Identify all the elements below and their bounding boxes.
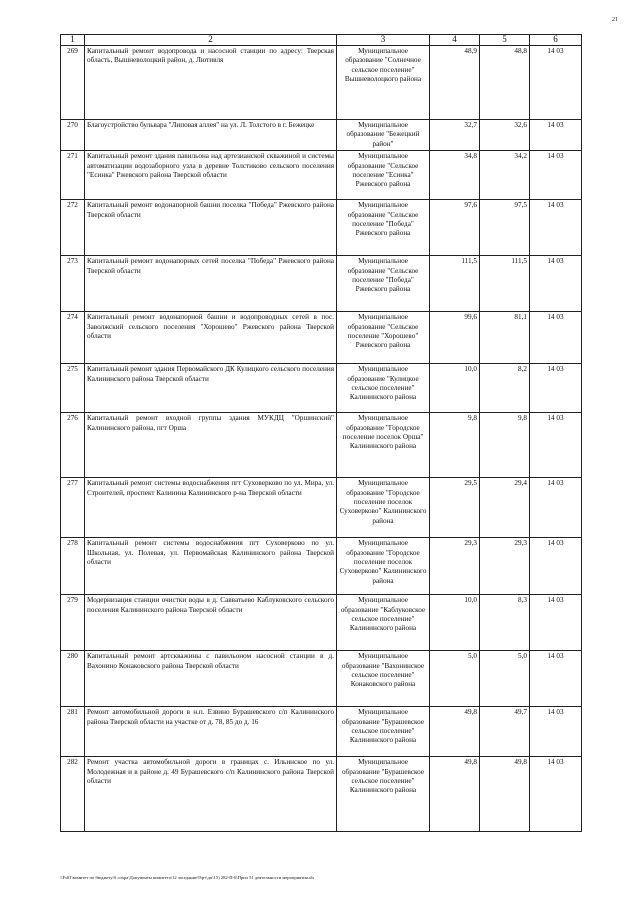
table-row xyxy=(61,120,582,151)
budget-code: 14 03 xyxy=(530,364,582,413)
amount-1: 10,0 xyxy=(430,595,480,651)
amount-2: 49,7 xyxy=(480,707,530,757)
column-header-5: 5 xyxy=(480,35,530,46)
work-description: Капитальный ремонт здания павильона над артезианской скважиной и системы автоматизации водозаборного узла в деревне Толстиково сельского поселения "Есинка" Ржевского района Тверской области xyxy=(85,151,337,200)
municipality: Муниципальное образование "Бежецкий район" xyxy=(337,120,430,151)
amount-1: 48,9 xyxy=(430,46,480,120)
table-row xyxy=(61,478,582,538)
amount-1: 10,0 xyxy=(430,364,480,413)
budget-code: 14 03 xyxy=(530,595,582,651)
municipality: Муниципальное образование "Кулицкое сельское поселение" Калининского района xyxy=(337,364,430,413)
table-row xyxy=(61,256,582,312)
amount-1: 49,8 xyxy=(430,707,480,757)
work-description: Капитальный ремонт артскважины с павильоном насосной станции в д. Вахонино Конаковского района Тверской области xyxy=(85,651,337,707)
amount-2: 81,1 xyxy=(480,312,530,364)
work-description: Капитальный ремонт системы водоснабжения пгт Суховерково по ул. Школьная, ул. Полевая, ул. Первомайская Калининского района Тверской области xyxy=(85,538,337,595)
row-number: 279 xyxy=(61,595,85,651)
row-number: 278 xyxy=(61,538,85,595)
municipality: Муниципальное образование "Сельское поселение "Хорошево" Ржевского района xyxy=(337,312,430,364)
budget-code: 14 03 xyxy=(530,478,582,538)
municipality: Муниципальное образование "Бурашевское сельское поселение" Калининского района xyxy=(337,707,430,757)
budget-code: 14 03 xyxy=(530,46,582,120)
table-row xyxy=(61,312,582,364)
table-body xyxy=(61,46,582,832)
table-row xyxy=(61,651,582,707)
row-number: 271 xyxy=(61,151,85,200)
table-row xyxy=(61,200,582,256)
amount-2: 97,5 xyxy=(480,200,530,256)
budget-code: 14 03 xyxy=(530,651,582,707)
row-number: 275 xyxy=(61,364,85,413)
municipality: Муниципальное образование "Сельское поселение "Победа" Ржевского района xyxy=(337,200,430,256)
amount-1: 49,8 xyxy=(430,757,480,832)
work-description: Капитальный ремонт системы водоснабжения пгт Суховерково по ул. Мира, ул. Строителей, проспект Калинина Калининского р-на Тверской области xyxy=(85,478,337,538)
amount-1: 99,6 xyxy=(430,312,480,364)
municipality: Муниципальное образование "Сельское поселение "Победа" Ржевского района xyxy=(337,256,430,312)
row-number: 282 xyxy=(61,757,85,832)
amount-1: 5,0 xyxy=(430,651,480,707)
amount-2: 48,8 xyxy=(480,46,530,120)
amount-2: 29,4 xyxy=(480,478,530,538)
work-description: Капитальный ремонт водонапорной башни и водопроводных сетей в пос. Заволжский сельского поселения "Хорошево" Ржевского района Тверской области xyxy=(85,312,337,364)
row-number: 274 xyxy=(61,312,85,364)
budget-code: 14 03 xyxy=(530,120,582,151)
page-number: 21 xyxy=(612,17,618,23)
budget-code: 14 03 xyxy=(530,200,582,256)
amount-1: 29,3 xyxy=(430,538,480,595)
row-number: 280 xyxy=(61,651,85,707)
work-description: Капитальный ремонт водонапорной башни поселка "Победа" Ржевского района Тверской области xyxy=(85,200,337,256)
amount-2: 111,5 xyxy=(480,256,530,312)
budget-code: 14 03 xyxy=(530,757,582,832)
amount-2: 9,8 xyxy=(480,413,530,478)
work-description: Капитальный ремонт входной группы здания МУКДЦ "Оршинский" Калининского района, пгт Орша xyxy=(85,413,337,478)
amount-2: 49,8 xyxy=(480,757,530,832)
budget-code: 14 03 xyxy=(530,413,582,478)
budget-code: 14 03 xyxy=(530,256,582,312)
municipality: Муниципальное образование "Вахонинское сельское поселение" Конаковского района xyxy=(337,651,430,707)
amount-2: 32,6 xyxy=(480,120,530,151)
amount-1: 97,6 xyxy=(430,200,480,256)
row-number: 272 xyxy=(61,200,85,256)
table-row xyxy=(61,707,582,757)
table-row xyxy=(61,413,582,478)
budget-code: 14 03 xyxy=(530,151,582,200)
row-number: 269 xyxy=(61,46,85,120)
work-description: Ремонт автомобильной дороги в н.п. Езвино Бурашевского с/п Калининского района Тверской области на участке от д. 78, 85 до д. 16 xyxy=(85,707,337,757)
row-number: 276 xyxy=(61,413,85,478)
municipality: Муниципальное образование "Бурашевское сельское поселение" Калининского района xyxy=(337,757,430,832)
amount-1: 34,8 xyxy=(430,151,480,200)
budget-code: 14 03 xyxy=(530,707,582,757)
table-row xyxy=(61,46,582,120)
work-description: Модернизация станции очистки воды в д. Савватьево Каблуковского сельского поселения Калининского района Тверской области xyxy=(85,595,337,651)
row-number: 281 xyxy=(61,707,85,757)
amount-1: 111,5 xyxy=(430,256,480,312)
work-description: Капитальный ремонт здания Первомайского ДК Кулицкого сельского поселения Калининского района Тверской области xyxy=(85,364,337,413)
row-number: 270 xyxy=(61,120,85,151)
column-header-4: 4 xyxy=(430,35,480,46)
municipality: Муниципальное образование "Городское поселение поселок Орша" Калининского района xyxy=(337,413,430,478)
municipality: Муниципальное образование "Городское поселение поселок Суховерково" Калининского района xyxy=(337,478,430,538)
table-row xyxy=(61,595,582,651)
column-header-2: 2 xyxy=(85,35,337,46)
column-header-3: 3 xyxy=(337,35,430,46)
file-path-footer: \\Fs01\комитет по бюджету\б сохра\Документы комитета\12 заседание\9\рт\дп\15) 282-П-6\Прил 51 деятельности мероприятия.xls xyxy=(60,875,315,880)
amount-1: 29,5 xyxy=(430,478,480,538)
appropriations-table xyxy=(60,34,582,832)
work-description: Благоустройство бульвара "Липовая аллея" на ул. Л. Толстого в г. Бежецке xyxy=(85,120,337,151)
municipality: Муниципальное образование "Сельское поселение "Есинка" Ржевского района xyxy=(337,151,430,200)
row-number: 273 xyxy=(61,256,85,312)
amount-2: 34,2 xyxy=(480,151,530,200)
amount-2: 29,3 xyxy=(480,538,530,595)
table-row xyxy=(61,151,582,200)
amount-2: 8,2 xyxy=(480,364,530,413)
row-number: 277 xyxy=(61,478,85,538)
amount-2: 5,0 xyxy=(480,651,530,707)
municipality: Муниципальное образование "Городское поселение поселок Суховерково" Калининского района xyxy=(337,538,430,595)
work-description: Ремонт участка автомобильной дороги в границах с. Ильинское по ул. Молодежная и в районе д. 49 Бурашевского с/п Калининского района Тверской области xyxy=(85,757,337,832)
amount-1: 9,8 xyxy=(430,413,480,478)
amount-2: 8,3 xyxy=(480,595,530,651)
work-description: Капитальный ремонт водонапорных сетей поселка "Победа" Ржевского района Тверской области xyxy=(85,256,337,312)
budget-code: 14 03 xyxy=(530,538,582,595)
budget-code: 14 03 xyxy=(530,312,582,364)
table-row xyxy=(61,757,582,832)
column-header-6: 6 xyxy=(530,35,582,46)
header-row xyxy=(61,35,582,46)
table-row xyxy=(61,538,582,595)
municipality: Муниципальное образование "Каблуковское сельское поселение" Калининского района xyxy=(337,595,430,651)
municipality: Муниципальное образование "Солнечное сельское поселение" Вышневолоцкого района xyxy=(337,46,430,120)
work-description: Капитальный ремонт водопровода и насосной станции по адресу: Тверская область, Вышневолоцкий район, д. Лютивля xyxy=(85,46,337,120)
amount-1: 32,7 xyxy=(430,120,480,151)
column-header-1: 1 xyxy=(61,35,85,46)
table-row xyxy=(61,364,582,413)
